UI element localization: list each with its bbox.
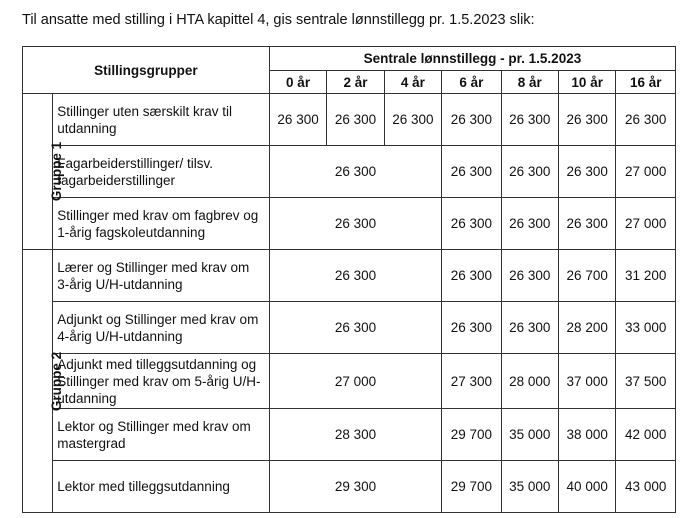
value-cell: 28 000	[501, 354, 558, 409]
table-row	[23, 461, 676, 513]
value-cell: 29 700	[442, 461, 501, 513]
table-row	[23, 409, 676, 461]
intro-text: Til ansatte med stilling i HTA kapittel 4, gis sentrale lønnstillegg pr. 1.5.2023 slik:	[22, 12, 535, 28]
value-cell: 35 000	[501, 461, 558, 513]
row-description: Adjunkt og Stillinger med krav om 4-årig U/H-utdanning	[53, 302, 270, 354]
value-cell: 27 000	[616, 146, 676, 198]
value-cell: 35 000	[501, 409, 558, 461]
value-cell: 26 300	[558, 198, 615, 250]
year-header: 4 år	[384, 71, 441, 94]
table-row	[23, 354, 676, 409]
value-cell: 26 300	[616, 94, 676, 146]
value-cell: 26 300	[558, 94, 615, 146]
value-cell: 38 000	[558, 409, 615, 461]
row-description: Lektor med tilleggsutdanning	[53, 461, 270, 513]
table-row	[23, 198, 676, 250]
value-cell: 26 300	[501, 198, 558, 250]
header-span: Sentrale lønnstillegg - pr. 1.5.2023	[269, 47, 675, 71]
value-cell: 33 000	[616, 302, 676, 354]
value-cell: 26 300	[327, 94, 384, 146]
row-description: Stillinger uten særskilt krav til utdanning	[53, 94, 270, 146]
row-description: Lærer og Stillinger med krav om 3-årig U/H-utdanning	[53, 250, 270, 302]
merged-value-cell: 28 300	[269, 409, 441, 461]
header-row-top	[23, 47, 676, 71]
group-cell	[23, 94, 65, 250]
merged-value-cell: 27 000	[269, 354, 441, 409]
value-cell: 26 300	[501, 94, 558, 146]
value-cell: 26 300	[501, 146, 558, 198]
value-cell: 26 700	[558, 250, 615, 302]
group-label: Gruppe 2	[49, 351, 65, 411]
header-stillingsgrupper: Stillingsgrupper	[23, 47, 270, 94]
row-description: Fagarbeiderstillinger/ tilsv. fagarbeiderstillinger	[53, 146, 270, 198]
value-cell: 42 000	[616, 409, 676, 461]
row-description: Lektor og Stillinger med krav om mastergrad	[53, 409, 270, 461]
merged-value-cell: 26 300	[269, 250, 441, 302]
value-cell: 40 000	[558, 461, 615, 513]
value-cell: 29 700	[442, 409, 501, 461]
value-cell: 26 300	[501, 250, 558, 302]
table-row	[23, 302, 676, 354]
value-cell: 26 300	[558, 146, 615, 198]
value-cell: 26 300	[501, 302, 558, 354]
value-cell: 28 200	[558, 302, 615, 354]
year-header: 6 år	[442, 71, 501, 94]
value-cell: 27 000	[616, 198, 676, 250]
value-cell: 37 000	[558, 354, 615, 409]
value-cell: 26 300	[384, 94, 441, 146]
value-cell: 43 000	[616, 461, 676, 513]
year-header: 8 år	[501, 71, 558, 94]
value-cell: 37 500	[616, 354, 676, 409]
year-header: 10 år	[558, 71, 615, 94]
value-cell: 26 300	[269, 94, 326, 146]
year-header: 2 år	[327, 71, 384, 94]
table-row	[23, 250, 676, 302]
value-cell: 26 300	[442, 302, 501, 354]
merged-value-cell: 26 300	[269, 302, 441, 354]
merged-value-cell: 26 300	[269, 146, 441, 198]
value-cell: 27 300	[442, 354, 501, 409]
table-row	[23, 94, 676, 146]
year-header: 16 år	[616, 71, 676, 94]
value-cell: 26 300	[442, 146, 501, 198]
row-description: Adjunkt med tilleggsutdanning og Stillinger med krav om 5-årig U/H-utdanning	[53, 354, 270, 409]
merged-value-cell: 29 300	[269, 461, 441, 513]
value-cell: 26 300	[442, 198, 501, 250]
value-cell: 26 300	[442, 250, 501, 302]
value-cell: 26 300	[442, 94, 501, 146]
table-row	[23, 146, 676, 198]
group-label: Gruppe 1	[49, 141, 65, 202]
row-description: Stillinger med krav om fagbrev og 1-årig fagskoleutdanning	[53, 198, 270, 250]
group-cell	[23, 250, 65, 513]
year-header: 0 år	[269, 71, 326, 94]
salary-table	[22, 46, 676, 513]
merged-value-cell: 26 300	[269, 198, 441, 250]
value-cell: 31 200	[616, 250, 676, 302]
